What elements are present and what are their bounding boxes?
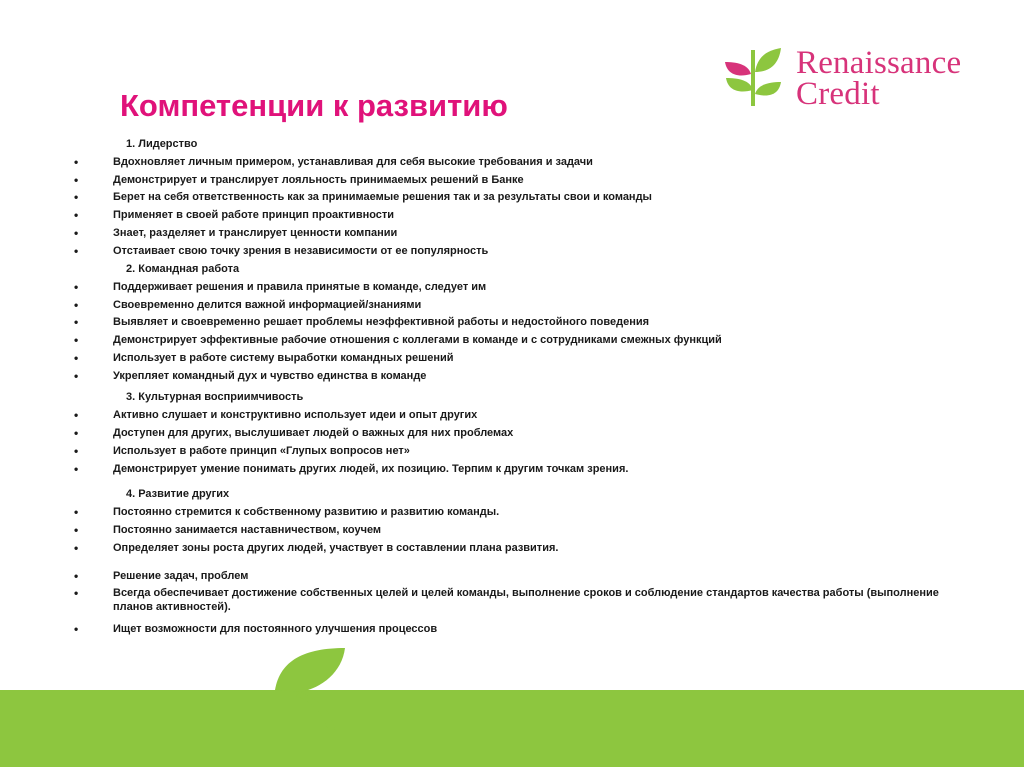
- page-title: Компетенции к развитию: [120, 88, 508, 123]
- footer-leaf-decoration: [0, 640, 1024, 767]
- logo-text-line2: Credit: [796, 76, 880, 112]
- competencies-list: 1. Лидерство • Вдохновляет личным примером, устанавливая для себя высокие требования и задачи • Демонстрирует и транслирует лояльность принимаемых решений в Банке • Берет на себя ответственность как за принимаемые решения так и за результаты свои и команды • Применяет в своей работе принцип проактивности • Знает, разделяет и транслирует ценности компании • Отстаивает свою точку зрения в независимости от ее популярность 2. Командная работа • Поддерживает решения и правила принятые в команде, следует им • Своевременно делится важной информацией/знаниями • Выявляет и своевременно решает проблемы неэффективной работы и недостойного поведения • Демонстрирует эффективные рабочие отношения с коллегами в команде и с сотрудниками смежных функций • Использует в работе систему выработки командных решений • Укрепляет командный дух и чувство единства в команде 3. Культурная восприимчивость • Активно слушает и конструктивно использует идеи и опыт других • Доступен для других, выслушивает людей о важных для них проблемах • Использует в работе принцип «Глупых вопросов нет» • Демонстрирует умение понимать других людей, их позицию. Терпим к другим точкам зрения. 4. Развитие других • Постоянно стремится к собственному развитию и развитию команды. • Постоянно занимается наставничеством, коучем • Определяет зоны роста других людей, участвует в составлении плана развития. • Решение задач, проблем • Всегда обеспечивает достижение собственных целей и целей команды, выполнение сроков и соблюдение стандартов качества работы (выполнение планов активностей). • Ищет возможности для постоянного улучшения процессов: [74, 138, 939, 636]
- logo-text-line1: Renaissance: [796, 45, 962, 81]
